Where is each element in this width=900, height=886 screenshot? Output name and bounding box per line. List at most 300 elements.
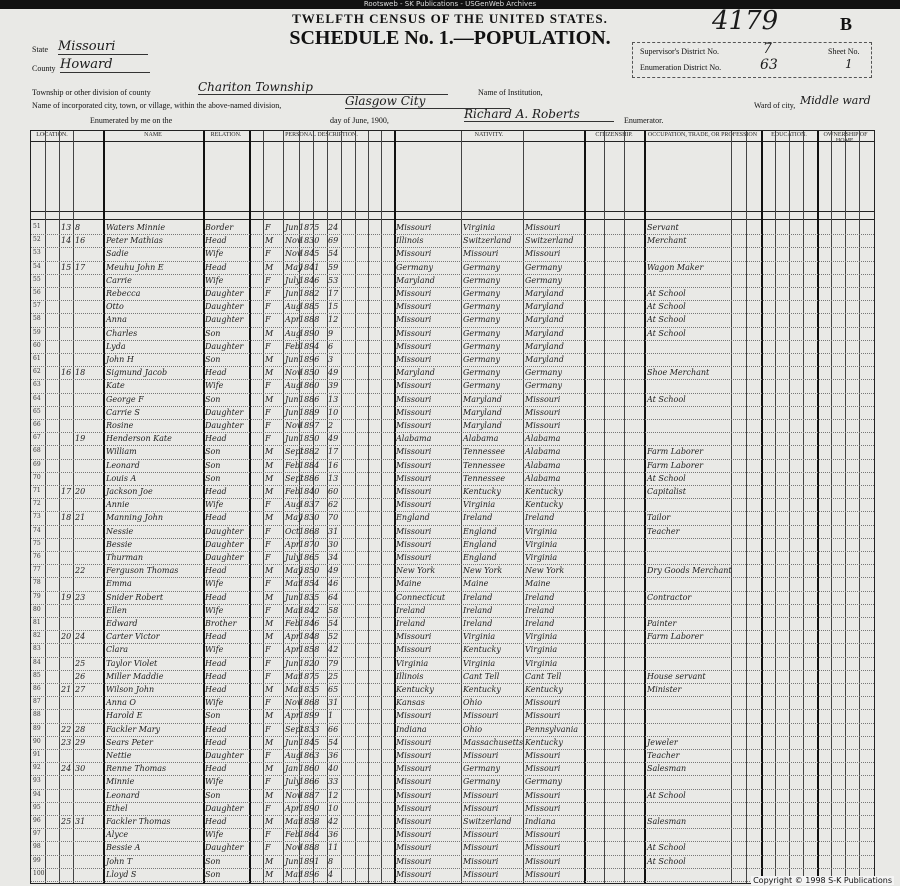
mother-birthplace: Cant Tell bbox=[525, 671, 562, 681]
father-birthplace: Switzerland bbox=[463, 817, 512, 826]
mother-birthplace: Maryland bbox=[525, 355, 564, 364]
birthplace: Missouri bbox=[396, 447, 432, 457]
birth-year: 1835 bbox=[299, 592, 320, 602]
relation: Head bbox=[205, 434, 227, 444]
relation: Daughter bbox=[205, 526, 244, 536]
relation: Head bbox=[205, 236, 227, 246]
table-row bbox=[31, 511, 874, 525]
mother-birthplace: Pennsylvania bbox=[525, 724, 579, 734]
birth-month: Apr bbox=[285, 711, 300, 721]
birth-year: 1835 bbox=[299, 685, 320, 694]
line-number: 85 bbox=[33, 671, 41, 679]
age: 65 bbox=[328, 685, 339, 694]
relation: Wife bbox=[205, 698, 224, 708]
sex: F bbox=[265, 645, 271, 655]
line-number: 88 bbox=[33, 711, 41, 719]
person-name: Emma bbox=[106, 579, 132, 589]
sex: M bbox=[265, 632, 274, 642]
birth-month: Mar bbox=[285, 869, 302, 879]
age: 11 bbox=[328, 843, 339, 853]
occupation: House servant bbox=[647, 671, 706, 681]
relation: Wife bbox=[205, 381, 224, 391]
birthplace: Ireland bbox=[396, 605, 426, 615]
age: 10 bbox=[328, 407, 339, 417]
mother-birthplace: Maine bbox=[525, 579, 551, 589]
mother-birthplace: Virginia bbox=[525, 526, 558, 536]
table-row bbox=[31, 789, 874, 803]
mother-birthplace: Kentucky bbox=[525, 487, 563, 496]
ward-value: Middle ward bbox=[800, 94, 871, 107]
birth-year: 1888 bbox=[299, 315, 320, 325]
occupation: At School bbox=[647, 328, 686, 338]
birth-month: Mar bbox=[285, 579, 302, 589]
age: 36 bbox=[328, 830, 339, 840]
father-birthplace: Missouri bbox=[463, 830, 499, 840]
table-row bbox=[31, 551, 874, 565]
sex: M bbox=[265, 460, 274, 470]
state-value: Missouri bbox=[58, 39, 148, 55]
birth-month: Sept bbox=[285, 447, 304, 457]
family-number: 20 bbox=[75, 487, 86, 496]
relation: Brother bbox=[205, 619, 237, 628]
birthplace: Missouri bbox=[396, 473, 432, 483]
line-number: 77 bbox=[33, 566, 41, 574]
dwelling-number: 24 bbox=[61, 764, 72, 774]
sex: M bbox=[265, 368, 274, 378]
enumerator-value: Richard A. Roberts bbox=[464, 107, 614, 122]
occupation: Contractor bbox=[647, 592, 692, 602]
mother-birthplace: Ireland bbox=[525, 513, 555, 523]
birth-month: Feb bbox=[285, 830, 300, 840]
person-name: Wilson John bbox=[106, 685, 155, 694]
table-row bbox=[31, 379, 874, 393]
birthplace: Missouri bbox=[396, 645, 432, 655]
occupation: Wagon Maker bbox=[647, 262, 704, 272]
mother-birthplace: Missouri bbox=[525, 803, 561, 813]
mother-birthplace: New York bbox=[525, 566, 565, 576]
line-number: 70 bbox=[33, 473, 41, 481]
sex: M bbox=[265, 355, 274, 364]
census-title: TWELFTH CENSUS OF THE UNITED STATES. bbox=[292, 11, 608, 26]
mother-birthplace: Missouri bbox=[525, 407, 561, 417]
table-row bbox=[31, 683, 874, 697]
family-number: 18 bbox=[75, 368, 86, 378]
birth-month: Aug bbox=[285, 302, 302, 312]
father-birthplace: Kentucky bbox=[463, 645, 501, 655]
birth-year: 1891 bbox=[299, 856, 320, 866]
person-name: George F bbox=[106, 394, 144, 404]
relation: Daughter bbox=[205, 421, 244, 430]
person-name: Carrie bbox=[106, 275, 132, 285]
line-number: 55 bbox=[33, 275, 41, 283]
family-number: 21 bbox=[75, 513, 86, 523]
occupation: At School bbox=[647, 289, 686, 298]
person-name: Meuhu John E bbox=[106, 262, 164, 272]
father-birthplace: Cant Tell bbox=[463, 671, 500, 681]
sex: F bbox=[265, 579, 271, 589]
relation: Daughter bbox=[205, 315, 244, 325]
mother-birthplace: Maryland bbox=[525, 289, 564, 298]
person-name: Snider Robert bbox=[106, 592, 164, 602]
birthplace: Missouri bbox=[396, 223, 432, 232]
birthplace: Illinois bbox=[396, 671, 424, 681]
age: 30 bbox=[328, 539, 339, 549]
father-birthplace: Massachusetts bbox=[463, 737, 524, 747]
table-row bbox=[31, 340, 874, 354]
relation: Son bbox=[205, 790, 221, 800]
person-name: Nessie bbox=[106, 526, 134, 536]
person-name: Alyce bbox=[106, 830, 129, 840]
birth-month: Aug bbox=[285, 328, 302, 338]
person-name: Waters Minnie bbox=[106, 223, 166, 232]
birth-month: Jun bbox=[285, 223, 299, 232]
table-row bbox=[31, 366, 874, 380]
occupation: Merchant bbox=[647, 236, 687, 246]
birthplace: Missouri bbox=[396, 777, 432, 787]
age: 17 bbox=[328, 447, 339, 457]
birth-year: 1899 bbox=[299, 711, 320, 721]
line-number: 86 bbox=[33, 685, 41, 692]
person-name: Clara bbox=[106, 645, 129, 655]
age: 60 bbox=[328, 487, 339, 496]
table-row bbox=[31, 353, 874, 367]
table-row bbox=[31, 630, 874, 644]
age: 34 bbox=[328, 553, 339, 562]
birthplace: Germany bbox=[396, 262, 433, 272]
mother-birthplace: Virginia bbox=[525, 658, 558, 668]
person-name: Ferguson Thomas bbox=[106, 566, 179, 576]
line-number: 94 bbox=[33, 790, 41, 798]
sex: F bbox=[265, 381, 271, 391]
birthplace: Missouri bbox=[396, 341, 432, 351]
person-name: Sigmund Jacob bbox=[106, 368, 168, 378]
father-birthplace: Missouri bbox=[463, 869, 499, 879]
family-number: 28 bbox=[75, 724, 86, 734]
father-birthplace: Ireland bbox=[463, 605, 493, 615]
table-row bbox=[31, 472, 874, 486]
birth-month: Jun bbox=[285, 355, 299, 364]
header-ownership: OWNERSHIP OF HOME. bbox=[823, 132, 868, 144]
father-birthplace: Missouri bbox=[463, 803, 499, 813]
birth-month: Jun bbox=[285, 737, 299, 747]
father-birthplace: England bbox=[463, 539, 497, 549]
table-row bbox=[31, 234, 874, 248]
birth-month: Aug bbox=[285, 381, 302, 391]
family-number: 19 bbox=[75, 434, 86, 444]
birthplace: Ireland bbox=[396, 619, 426, 628]
dwelling-number: 16 bbox=[61, 368, 72, 378]
dwelling-number: 21 bbox=[61, 685, 72, 694]
person-name: Taylor Violet bbox=[106, 658, 158, 668]
enumeration-label: Enumeration District No. bbox=[640, 63, 722, 72]
father-birthplace: England bbox=[463, 553, 497, 562]
birthplace: Illinois bbox=[396, 236, 424, 246]
sex: F bbox=[265, 315, 271, 325]
birth-month: Nov bbox=[285, 843, 302, 853]
table-row bbox=[31, 432, 874, 446]
person-name: Peter Mathias bbox=[106, 236, 163, 246]
birthplace: Missouri bbox=[396, 803, 432, 813]
mother-birthplace: Missouri bbox=[525, 764, 561, 774]
table-row bbox=[31, 855, 874, 869]
father-birthplace: Kentucky bbox=[463, 487, 501, 496]
relation: Wife bbox=[205, 249, 224, 259]
birth-year: 1865 bbox=[299, 553, 320, 562]
line-number: 100 bbox=[33, 869, 45, 877]
table-row bbox=[31, 828, 874, 842]
mother-birthplace: Kentucky bbox=[525, 685, 563, 694]
line-number: 56 bbox=[33, 289, 41, 296]
sex: M bbox=[265, 817, 274, 826]
sex: M bbox=[265, 473, 274, 483]
relation: Daughter bbox=[205, 407, 244, 417]
header-citizenship: CITIZENSHIP. bbox=[595, 132, 633, 138]
birth-year: 1830 bbox=[299, 236, 320, 246]
birth-year: 1886 bbox=[299, 473, 320, 483]
mother-birthplace: Alabama bbox=[525, 473, 561, 483]
age: 9 bbox=[328, 328, 334, 338]
birth-month: Jun bbox=[285, 658, 299, 668]
occupation: At School bbox=[647, 843, 686, 853]
table-row bbox=[31, 525, 874, 539]
age: 6 bbox=[328, 341, 334, 351]
mother-birthplace: Missouri bbox=[525, 711, 561, 721]
enumerated-label: Enumerated by me on the bbox=[90, 116, 173, 125]
mother-birthplace: Germany bbox=[525, 262, 562, 272]
birth-month: Nov bbox=[285, 421, 302, 430]
father-birthplace: Missouri bbox=[463, 249, 499, 259]
birth-year: 1897 bbox=[299, 421, 320, 430]
dwelling-number: 19 bbox=[61, 592, 72, 602]
mother-birthplace: Kentucky bbox=[525, 737, 563, 747]
dwelling-number: 22 bbox=[61, 724, 72, 734]
family-number: 30 bbox=[75, 764, 86, 774]
mother-birthplace: Ireland bbox=[525, 605, 555, 615]
line-number: 91 bbox=[33, 751, 41, 758]
person-name: William bbox=[106, 447, 137, 457]
father-birthplace: Virginia bbox=[463, 223, 496, 232]
occupation: At School bbox=[647, 856, 686, 866]
father-birthplace: Missouri bbox=[463, 843, 499, 853]
birth-year: 1875 bbox=[299, 223, 320, 232]
father-birthplace: Missouri bbox=[463, 711, 499, 721]
line-number: 64 bbox=[33, 394, 41, 402]
sex: M bbox=[265, 592, 274, 602]
relation: Head bbox=[205, 592, 227, 602]
person-name: Ethel bbox=[106, 803, 128, 813]
table-row bbox=[31, 274, 874, 288]
sex: F bbox=[265, 605, 271, 615]
township-label: Township or other division of county bbox=[32, 88, 151, 97]
table-row bbox=[31, 459, 874, 473]
line-number: 57 bbox=[33, 302, 41, 310]
person-name: Jackson Joe bbox=[106, 487, 153, 496]
line-number: 71 bbox=[33, 487, 41, 494]
birth-year: 1820 bbox=[299, 658, 320, 668]
line-number: 80 bbox=[33, 605, 41, 613]
birth-year: 1886 bbox=[299, 394, 320, 404]
birthplace: Kentucky bbox=[396, 685, 434, 694]
person-name: Bessie bbox=[106, 539, 133, 549]
birth-month: Aug bbox=[285, 500, 302, 510]
age: 42 bbox=[328, 645, 339, 655]
birth-year: 1882 bbox=[299, 447, 320, 457]
age: 2 bbox=[328, 421, 334, 430]
state-label: State bbox=[32, 45, 48, 54]
birth-month: Apr bbox=[285, 539, 300, 549]
person-name: Otto bbox=[106, 302, 124, 312]
age: 52 bbox=[328, 632, 339, 642]
header-nativity: NATIVITY. bbox=[474, 132, 504, 138]
sex: M bbox=[265, 619, 274, 628]
age: 62 bbox=[328, 500, 339, 510]
relation: Border bbox=[205, 223, 234, 232]
population-table bbox=[30, 130, 875, 884]
father-birthplace: Germany bbox=[463, 289, 500, 298]
relation: Head bbox=[205, 566, 227, 576]
father-birthplace: Ohio bbox=[463, 724, 483, 734]
table-row bbox=[31, 591, 874, 605]
family-number: 17 bbox=[75, 262, 86, 272]
birth-year: 1885 bbox=[299, 302, 320, 312]
dwelling-number: 18 bbox=[61, 513, 72, 523]
father-birthplace: Germany bbox=[463, 262, 500, 272]
header-relation: RELATION. bbox=[210, 132, 242, 138]
occupation: Teacher bbox=[647, 526, 680, 536]
relation: Head bbox=[205, 685, 227, 694]
sex: F bbox=[265, 421, 271, 430]
sex: M bbox=[265, 856, 274, 866]
line-number: 82 bbox=[33, 632, 41, 640]
occupation: At School bbox=[647, 302, 686, 312]
relation: Head bbox=[205, 658, 227, 668]
age: 10 bbox=[328, 803, 339, 813]
relation: Wife bbox=[205, 275, 224, 285]
father-birthplace: Ireland bbox=[463, 592, 493, 602]
birth-year: 1840 bbox=[299, 487, 320, 496]
family-number: 24 bbox=[75, 632, 86, 642]
sex: M bbox=[265, 487, 274, 496]
mother-birthplace: Virginia bbox=[525, 645, 558, 655]
sex: F bbox=[265, 302, 271, 312]
birth-year: 1845 bbox=[299, 737, 320, 747]
relation: Daughter bbox=[205, 302, 244, 312]
sex: M bbox=[265, 869, 274, 879]
birthplace: Missouri bbox=[396, 421, 432, 430]
table-row bbox=[31, 419, 874, 433]
mother-birthplace: Alabama bbox=[525, 447, 561, 457]
line-number: 87 bbox=[33, 698, 41, 706]
sex: M bbox=[265, 566, 274, 576]
birth-month: Apr bbox=[285, 803, 300, 813]
sheet-letter: B bbox=[840, 14, 853, 34]
line-number: 67 bbox=[33, 434, 41, 442]
birth-year: 1863 bbox=[299, 751, 320, 760]
age: 12 bbox=[328, 315, 339, 325]
birth-month: Jun bbox=[285, 592, 299, 602]
header-occupation: OCCUPATION, TRADE, OR PROFESSION bbox=[647, 132, 758, 138]
supervisor-label: Supervisor's District No. bbox=[640, 47, 719, 56]
person-name: Sadie bbox=[106, 249, 129, 259]
table-row bbox=[31, 643, 874, 657]
father-birthplace: Virginia bbox=[463, 658, 496, 668]
occupation: Servant bbox=[647, 223, 679, 232]
age: 70 bbox=[328, 513, 339, 523]
table-row bbox=[31, 247, 874, 261]
father-birthplace: New York bbox=[463, 566, 503, 576]
relation: Head bbox=[205, 764, 227, 774]
table-row bbox=[31, 300, 874, 314]
person-name: Rebecca bbox=[106, 289, 141, 298]
table-row bbox=[31, 221, 874, 235]
age: 17 bbox=[328, 289, 339, 298]
mother-birthplace: Alabama bbox=[525, 434, 561, 444]
birthplace: Alabama bbox=[396, 434, 432, 444]
dwelling-number: 23 bbox=[61, 737, 72, 747]
person-name: Edward bbox=[106, 619, 138, 628]
line-number: 68 bbox=[33, 447, 41, 455]
person-name: Thurman bbox=[106, 553, 143, 562]
township-value: Chariton Township bbox=[198, 80, 448, 95]
age: 36 bbox=[328, 751, 339, 760]
mother-birthplace: Maryland bbox=[525, 341, 564, 351]
birth-year: 1845 bbox=[299, 249, 320, 259]
age: 31 bbox=[328, 698, 339, 708]
birth-month: Jun bbox=[285, 394, 299, 404]
table-row bbox=[31, 498, 874, 512]
table-row bbox=[31, 775, 874, 789]
relation: Wife bbox=[205, 777, 224, 787]
mother-birthplace: Germany bbox=[525, 777, 562, 787]
dwelling-number: 17 bbox=[61, 487, 72, 496]
sex: F bbox=[265, 289, 271, 298]
mother-birthplace: Missouri bbox=[525, 856, 561, 866]
header-location: LOCATION. bbox=[36, 132, 68, 138]
table-row bbox=[31, 657, 874, 671]
sex: F bbox=[265, 275, 271, 285]
age: 64 bbox=[328, 592, 339, 602]
person-name: Renne Thomas bbox=[106, 764, 167, 774]
birthplace: Missouri bbox=[396, 394, 432, 404]
relation: Son bbox=[205, 856, 221, 866]
birth-month: Nov bbox=[285, 790, 302, 800]
birthplace: Missouri bbox=[396, 302, 432, 312]
relation: Son bbox=[205, 355, 221, 364]
birthplace: Missouri bbox=[396, 632, 432, 642]
person-name: Bessie A bbox=[106, 843, 141, 853]
person-name: Anna bbox=[106, 315, 127, 325]
mother-birthplace: Maryland bbox=[525, 302, 564, 312]
mother-birthplace: Missouri bbox=[525, 869, 561, 879]
birthplace: Missouri bbox=[396, 289, 432, 298]
birth-year: 1882 bbox=[299, 289, 320, 298]
sex: M bbox=[265, 685, 274, 694]
birthplace: Missouri bbox=[396, 460, 432, 470]
person-name: Anna O bbox=[106, 698, 136, 708]
family-number: 29 bbox=[75, 737, 86, 747]
table-row bbox=[31, 670, 874, 684]
birth-month: Jun bbox=[285, 407, 299, 417]
line-number: 74 bbox=[33, 526, 41, 534]
age: 40 bbox=[328, 764, 339, 774]
page-number: 4179 bbox=[712, 6, 779, 36]
person-name: Annie bbox=[106, 500, 130, 510]
birthplace: Missouri bbox=[396, 830, 432, 840]
sheet-label: Sheet No. bbox=[828, 47, 860, 56]
birth-month: Apr bbox=[285, 632, 300, 642]
birth-year: 1860 bbox=[299, 381, 320, 391]
father-birthplace: Germany bbox=[463, 777, 500, 787]
